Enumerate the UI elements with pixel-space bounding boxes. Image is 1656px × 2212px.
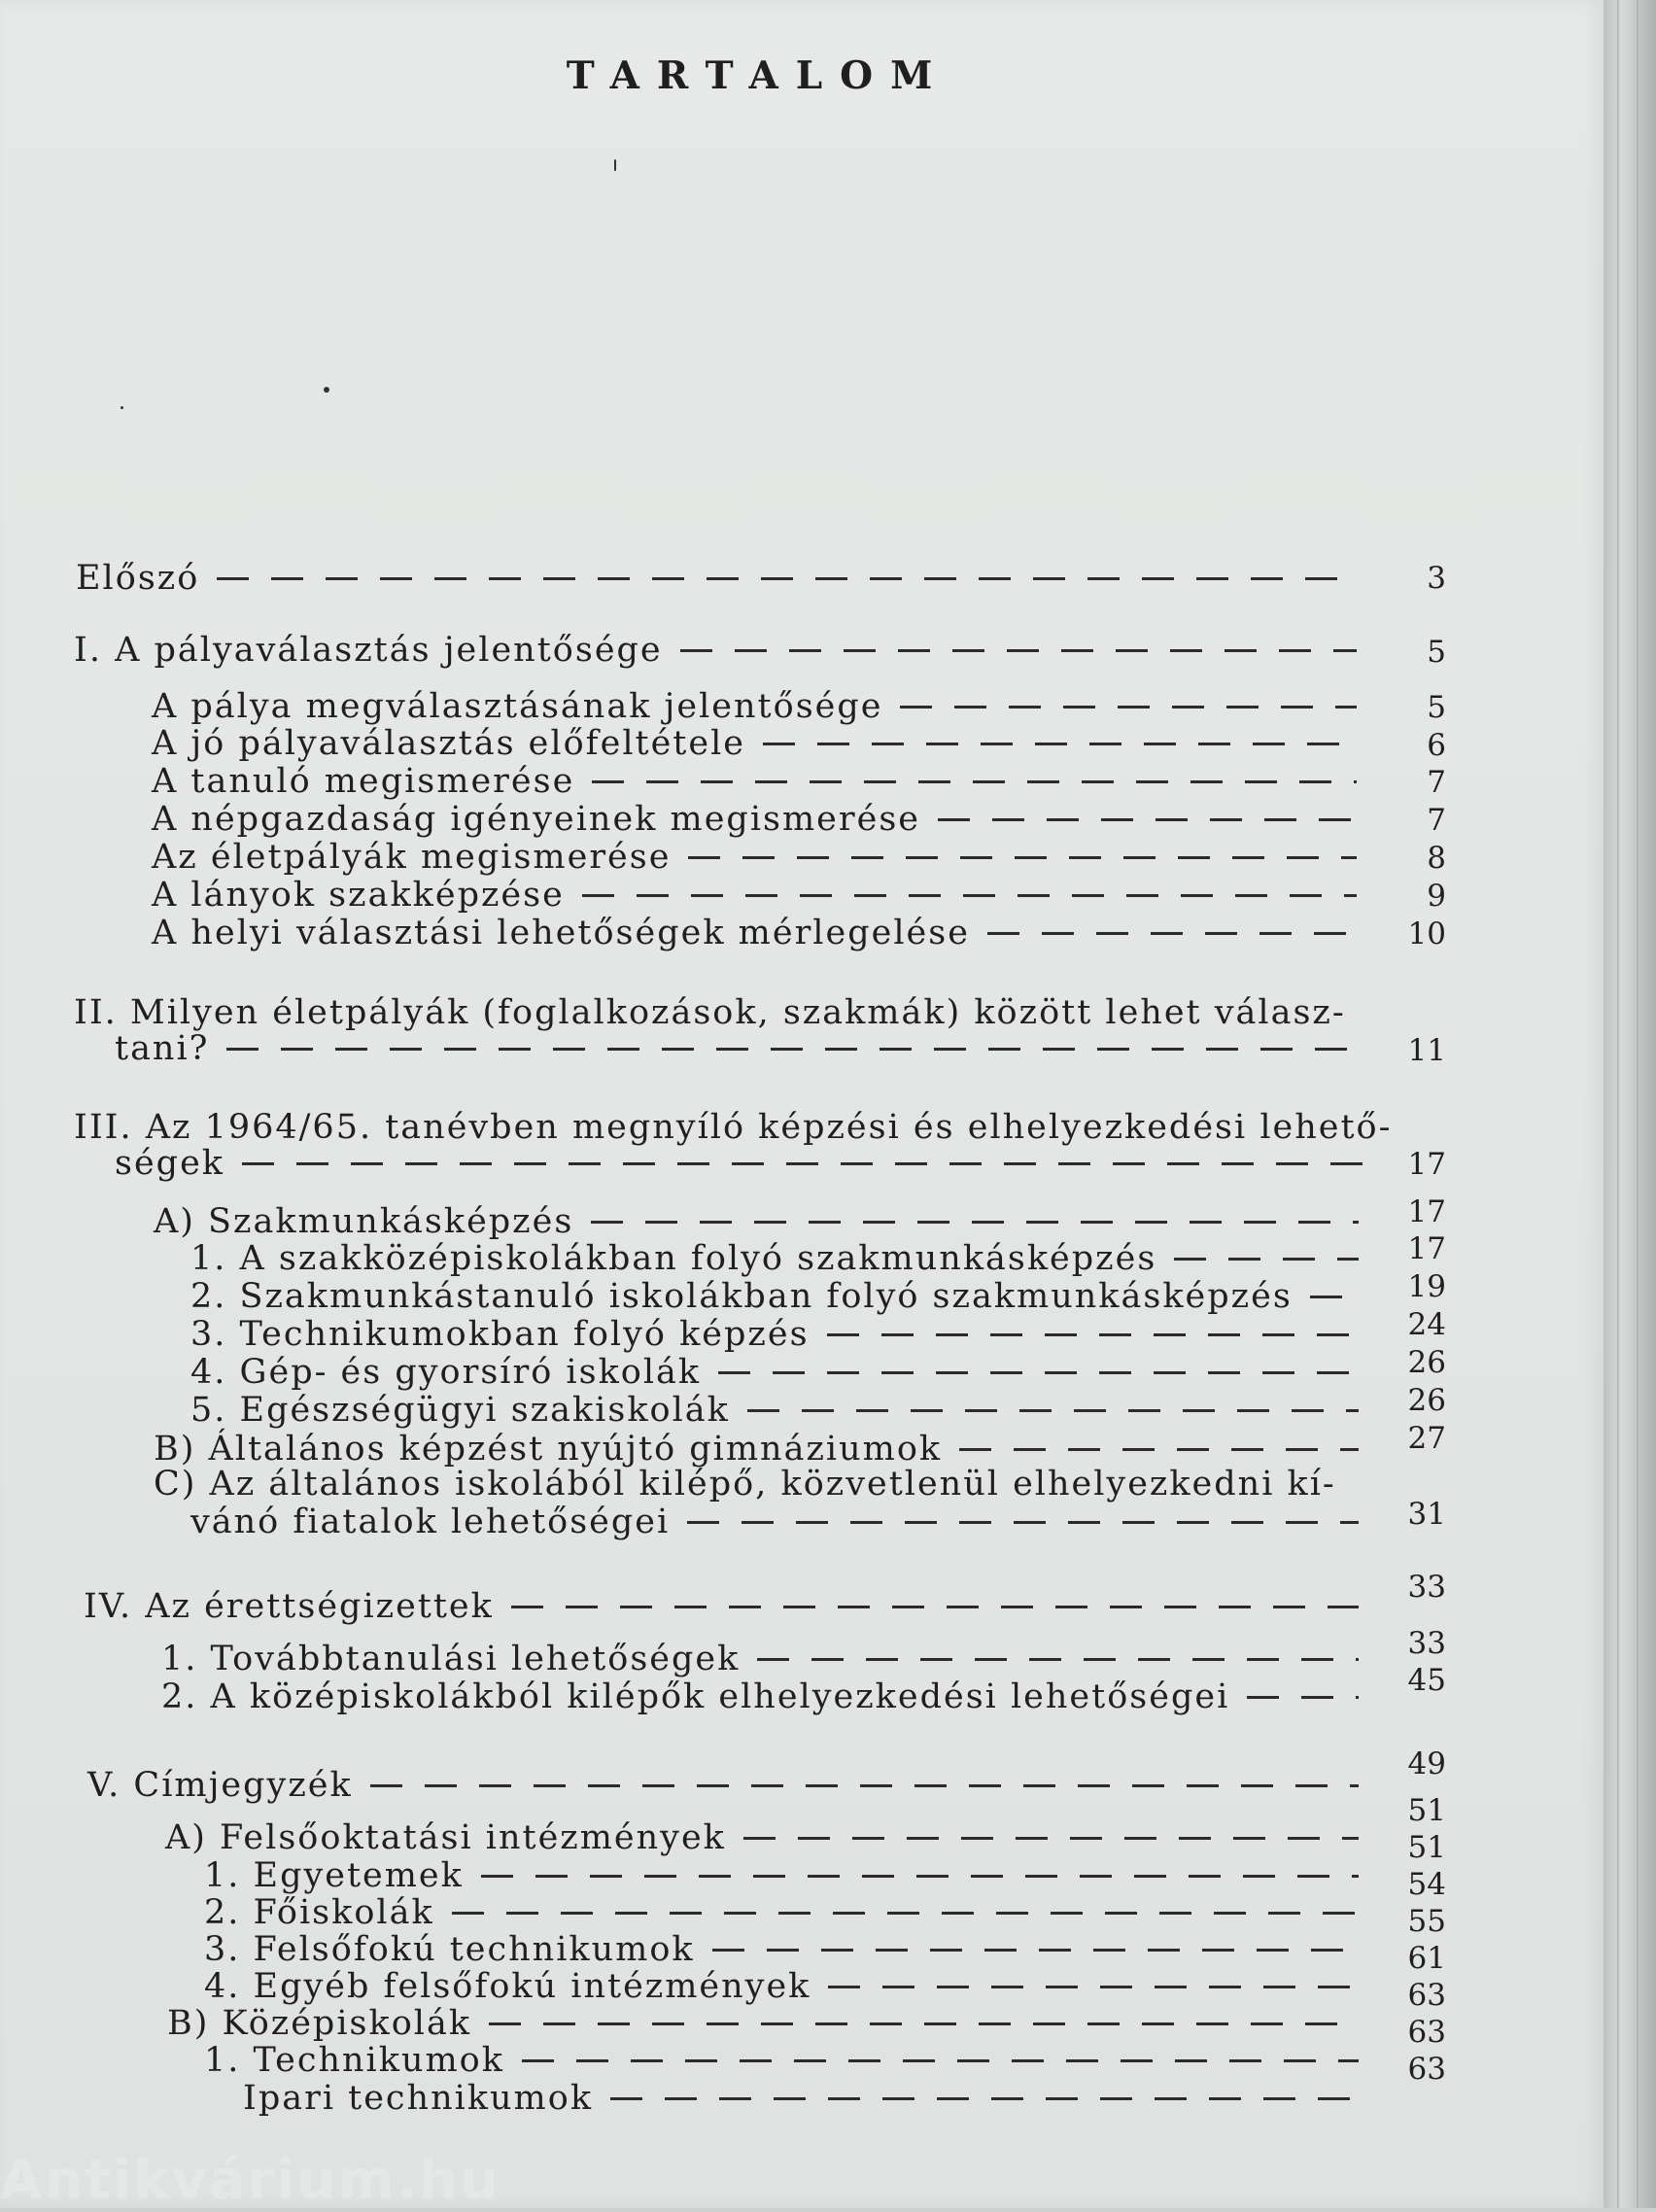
dot-leader	[582, 894, 1357, 897]
toc-page-number: 7	[1427, 803, 1446, 838]
toc-entry-label: 1. Továbbtanulási lehetőségek	[161, 1640, 741, 1678]
dot-leader	[718, 1371, 1359, 1374]
toc-entry	[204, 1857, 1359, 1895]
toc-entry-label: A helyi választási lehetőségek mérlegelése	[152, 914, 970, 952]
toc-page-number: 26	[1407, 1383, 1446, 1418]
dot-leader	[489, 2022, 1359, 2025]
dot-leader	[1247, 1696, 1359, 1699]
toc-entry	[152, 725, 1357, 763]
toc-entry-label: I. A pályaválasztás jelentősége	[74, 631, 663, 670]
toc-entry	[152, 915, 1357, 952]
dot-leader	[1310, 1296, 1359, 1298]
toc-entry-label: A) Szakmunkásképzés	[154, 1202, 574, 1241]
toc-entry-label: A) Felsőoktatási intézmények	[165, 1818, 726, 1857]
toc-entry	[161, 1678, 1359, 1716]
toc-section-iii-line1: III. Az 1964/65. tanévben megnyíló képzési és elhelyezkedési lehető-	[74, 1108, 1393, 1147]
toc-page-number: 10	[1407, 916, 1446, 951]
toc-section-iii	[115, 1145, 1378, 1183]
toc-entry	[152, 877, 1357, 915]
toc-entry	[154, 1431, 1359, 1469]
toc-section-ii-line1: II. Milyen életpályák (foglalkozások, szakmák) között lehet válasz-	[74, 993, 1346, 1032]
toc-entry-label: A pálya megválasztásának jelentősége	[152, 687, 883, 726]
dot-leader	[900, 706, 1357, 709]
dot-leader	[226, 1048, 1357, 1051]
toc-page-number: 33	[1407, 1570, 1446, 1605]
dot-leader	[827, 1333, 1359, 1336]
binding-crease	[1637, 0, 1639, 2208]
toc-page-number: 19	[1407, 1269, 1446, 1304]
toc-entry-label: A lányok szakképzése	[152, 876, 565, 915]
toc-entry	[167, 2005, 1359, 2043]
toc-entry-label: 2. Szakmunkástanuló iskolákban folyó szakmunkásképzés	[190, 1277, 1293, 1316]
toc-section-iv	[84, 1588, 1359, 1626]
dot-leader	[987, 932, 1357, 935]
toc-entry	[154, 1203, 1359, 1241]
toc-entry-label: V. Címjegyzék	[87, 1766, 353, 1805]
toc-section-i	[74, 632, 1357, 670]
dot-leader	[747, 1409, 1359, 1412]
toc-entry-label: 3. Technikumokban folyó képzés	[190, 1315, 810, 1354]
toc-entry	[204, 1894, 1359, 1932]
toc-entry	[152, 801, 1357, 839]
toc-page-number: 17	[1407, 1147, 1446, 1182]
toc-page-number: 54	[1407, 1867, 1446, 1902]
dot-leader	[959, 1448, 1359, 1451]
binding-crease	[1617, 0, 1619, 2208]
toc-entry-label: A népgazdaság igényeinek megismerése	[152, 800, 921, 839]
toc-page-number: 51	[1407, 1793, 1446, 1828]
dot-leader	[217, 577, 1357, 580]
toc-entry	[152, 839, 1357, 877]
dot-leader	[688, 856, 1357, 859]
toc-entry-c	[190, 1503, 1359, 1541]
dot-leader	[610, 2097, 1359, 2100]
toc-entry	[204, 1968, 1359, 2006]
toc-entry-label: 3. Felsőfokú technikumok	[204, 1930, 695, 1969]
toc-entry-label: B) Középiskolák	[167, 2004, 472, 2043]
toc-entry	[243, 2080, 1359, 2118]
toc-section-v	[87, 1767, 1359, 1805]
toc-entry-label: Az életpályák megismerése	[152, 838, 672, 877]
toc-entry-label: Előszó	[76, 559, 200, 598]
toc-page-number: 5	[1427, 635, 1446, 670]
toc-page-number: 17	[1407, 1231, 1446, 1266]
toc-entry-label: 4. Egyéb felsőfokú intézmények	[204, 1967, 811, 2006]
toc-page-number: 17	[1407, 1194, 1446, 1229]
toc-page-number: 27	[1407, 1421, 1446, 1456]
dot-leader	[743, 1837, 1359, 1840]
dot-leader	[511, 1606, 1359, 1608]
toc-page-number: 8	[1427, 841, 1446, 876]
toc-entry	[165, 1819, 1359, 1857]
toc-entry-label: ségek	[115, 1144, 225, 1183]
toc-page-number: 26	[1407, 1345, 1446, 1380]
dot-leader	[757, 1658, 1359, 1661]
toc-page-number: 49	[1407, 1746, 1446, 1781]
toc-page-number: 63	[1407, 2052, 1446, 2087]
toc-entry	[161, 1641, 1359, 1678]
toc-entry-label: vánó fiatalok lehetőségei	[190, 1503, 671, 1541]
dot-leader	[763, 743, 1357, 745]
toc-entry-label: A jó pályaválasztás előfeltétele	[152, 724, 745, 763]
toc-page-number: 6	[1427, 728, 1446, 763]
toc-page-number: 11	[1407, 1033, 1446, 1068]
toc-entry-label: Ipari technikumok	[243, 2079, 594, 2118]
toc-page-number: 61	[1407, 1941, 1446, 1976]
dot-leader	[680, 649, 1357, 652]
toc-entry-label: IV. Az érettségizettek	[84, 1587, 494, 1626]
watermark: Antikvárium.hu	[0, 2149, 500, 2212]
dot-leader	[481, 1875, 1359, 1878]
dot-leader	[242, 1162, 1378, 1165]
toc-page-number: 3	[1427, 561, 1446, 596]
toc-entry-c-line1: C) Az általános iskolából kilépő, közvetlenül elhelyezkedni kí-	[154, 1465, 1336, 1503]
toc-page-number: 7	[1427, 765, 1446, 800]
toc-entry-label: 4. Gép- és gyorsíró iskolák	[190, 1353, 702, 1392]
dot-leader	[592, 780, 1357, 783]
toc-entry-label: tani?	[115, 1029, 210, 1068]
print-speck	[324, 387, 329, 393]
dot-leader	[370, 1784, 1359, 1787]
toc-entry	[190, 1316, 1359, 1354]
dot-leader	[452, 1912, 1359, 1915]
print-speck	[121, 406, 123, 409]
toc-entry-label: 2. A középiskolákból kilépők elhelyezkedési lehetőségei	[161, 1677, 1230, 1716]
toc-page-number: 63	[1407, 1978, 1446, 2013]
dot-leader	[1174, 1258, 1359, 1261]
dot-leader	[712, 1949, 1359, 1952]
dot-leader	[591, 1221, 1359, 1224]
dot-leader	[687, 1521, 1359, 1524]
toc-entry	[152, 688, 1357, 726]
toc-page-number: 31	[1407, 1497, 1446, 1532]
toc-page-number: 51	[1407, 1830, 1446, 1865]
toc-entry	[190, 1354, 1359, 1392]
book-binding	[1604, 0, 1656, 2208]
dot-leader	[522, 2059, 1359, 2062]
dot-leader	[938, 818, 1357, 821]
print-speck	[614, 159, 616, 171]
toc-page-number: 45	[1407, 1663, 1446, 1698]
toc-entry-label: 1. Technikumok	[204, 2041, 504, 2080]
toc-page-number: 9	[1427, 879, 1446, 914]
toc-entry-label: 5. Egészségügyi szakiskolák	[190, 1391, 730, 1430]
page-title: TARTALOM	[566, 53, 950, 98]
toc-entry	[204, 1931, 1359, 1969]
toc-entry	[152, 763, 1357, 801]
toc-page-number: 63	[1407, 2015, 1446, 2050]
toc-entry-label: 1. A szakközépiskolákban folyó szakmunkásképzés	[190, 1239, 1157, 1278]
toc-entry	[204, 2042, 1359, 2080]
toc-page-number: 5	[1427, 690, 1446, 725]
toc-entry-label: A tanuló megismerése	[152, 762, 575, 801]
toc-entry-label: 1. Egyetemek	[204, 1856, 464, 1895]
toc-entry-eloszo	[76, 560, 1357, 598]
toc-entry	[190, 1278, 1359, 1316]
toc-page-number: 55	[1407, 1904, 1446, 1939]
toc-entry-label: B) Általános képzést nyújtó gimnáziumok	[154, 1430, 943, 1469]
dot-leader	[828, 1986, 1359, 1988]
toc-entry	[190, 1240, 1359, 1278]
toc-entry-label: 2. Főiskolák	[204, 1893, 434, 1932]
toc-section-ii	[115, 1030, 1357, 1068]
toc-entry	[190, 1392, 1359, 1430]
toc-page-number: 24	[1407, 1307, 1446, 1342]
toc-page-number: 33	[1407, 1626, 1446, 1661]
